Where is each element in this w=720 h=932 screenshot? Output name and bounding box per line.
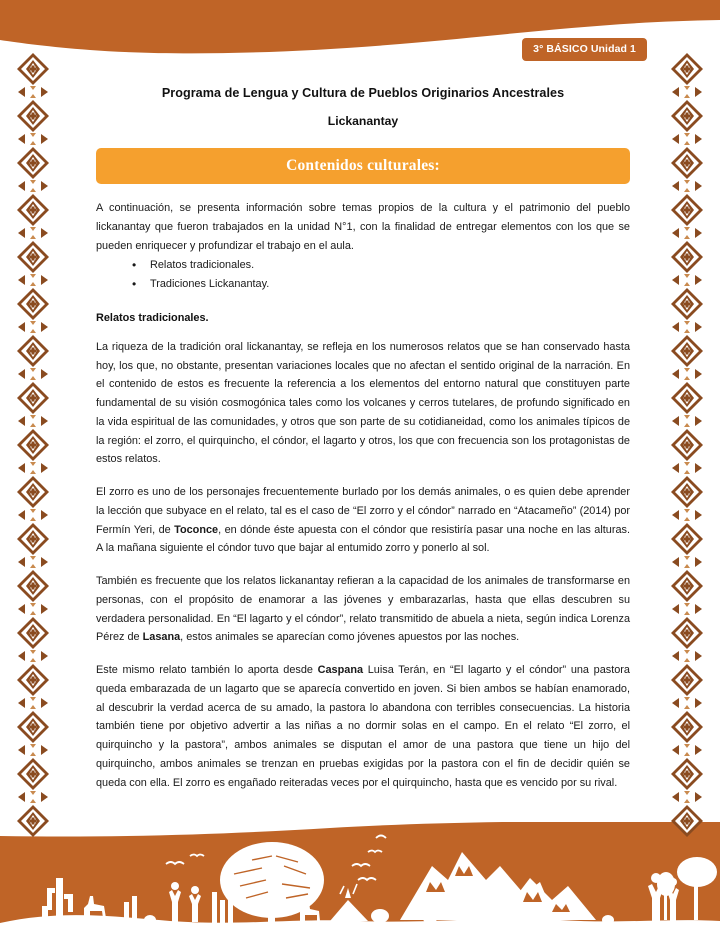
- page-title: Programa de Lengua y Cultura de Pueblos Originarios Ancestrales: [161, 86, 565, 100]
- border-pattern-repeat: [671, 53, 703, 837]
- page-subtitle: Lickanantay: [327, 114, 399, 128]
- contenidos-culturales-banner: [96, 148, 630, 184]
- emphasis-text: Lasana: [142, 631, 181, 644]
- intro-paragraph: A continuación, se presenta información sobre temas propios de la cultura y el patrimonio del pueblo lickanantay que fueron trabajados en la unidad N°1, con la finalidad de entregar elementos con los que se pueden enriquecer y profundizar el trabajo en el aula.: [96, 202, 630, 252]
- emphasis-text: Toconce: [174, 523, 219, 536]
- left-decorative-border: [16, 52, 50, 842]
- banner-heading-label: Contenidos culturales:: [286, 157, 440, 174]
- section-paragraph: También es frecuente que los relatos lickanantay refieran a la capacidad de los animales de transformarse en personas, con el propósito de enamorar a las jóvenes y embarazarlas, hasta que ellas descubren su verdadera personalidad. En “El lagarto y el cóndor”, relato transmitido de abuela a nieta, según indica Lorenza Pérez de Lasana, estos animales se aparecían como jóvenes apuestos por las noches.: [96, 575, 630, 644]
- right-decorative-border: [670, 52, 704, 842]
- section-paragraph: La riqueza de la tradición oral lickanantay, se refleja en los numerosos relatos que se han conservado hasta hoy, los que, no obstante, presentan variaciones locales que no afectan el sentido original de la narración. En el contenido de estos es frecuente la referencia a los elementos del entorno natural que constituyen parte fundamental de su visión cosmogónica tales como los volcanes y cerros tutelares, de profundo significado en la vida espiritual de las comunidades, y otros que son parte de su cotidianeidad, como los animales típicos de la región: el zorro, el quirquincho, el cóndor, el lagarto y otros, los que con frecuencia son los protagonistas de estos relatos.: [96, 340, 630, 466]
- document-content: [96, 86, 630, 792]
- emphasis-text: Caspana: [317, 664, 364, 676]
- section-paragraph: El zorro es uno de los personajes frecuentemente burlado por los demás animales, o es quien debe aprender la lección que subyace en el relato, tal es el caso de “El zorro y el cóndor” narrado en “Atacameño” (2014) por Fermín Yeri, de Toconce, en dónde éste apuesta con el cóndor que resistiría pasar una noche en las alturas. A la mañana siguiente el cóndor tuvo que bajar al entumido zorro y ponerlo al sol.: [96, 486, 630, 555]
- list-item: • Relatos tradicionales.: [132, 256, 630, 275]
- footer-landscape-illustration: [0, 822, 720, 932]
- list-item: • Tradiciones Lickanantay.: [132, 275, 630, 294]
- unit-badge: 3° BÁSICO Unidad 1: [522, 38, 647, 61]
- border-pattern-repeat: [17, 53, 49, 837]
- contenidos-bullet-list: [96, 256, 630, 294]
- section-heading-relatos: Relatos tradicionales.: [96, 311, 209, 324]
- section-paragraph: Este mismo relato también lo aporta desde Caspana Luisa Terán, en “El lagarto y el cóndor” una pastora queda embarazada de un lagarto que se aparecía convertido en joven. Si bien ambos se habían enamorado, al descubrir la verdad acerca de su amado, la pastora lo abandona con terribles consecuencias. La historia también tiene por objetivo advertir a las niñas a no dormir solas en el campo. En el relato “El zorro, el quirquincho y la pastora”, ambos animales se disputan el amor de una pastora que tiene un hijo del quirquincho, ambos animales se trenzan en pruebas exigidas por la pastora con el fin de decidir quién se queda con ella. El zorro es engañado reiteradas veces por el quirquincho, hasta que es vencido por su rival.: [96, 664, 630, 789]
